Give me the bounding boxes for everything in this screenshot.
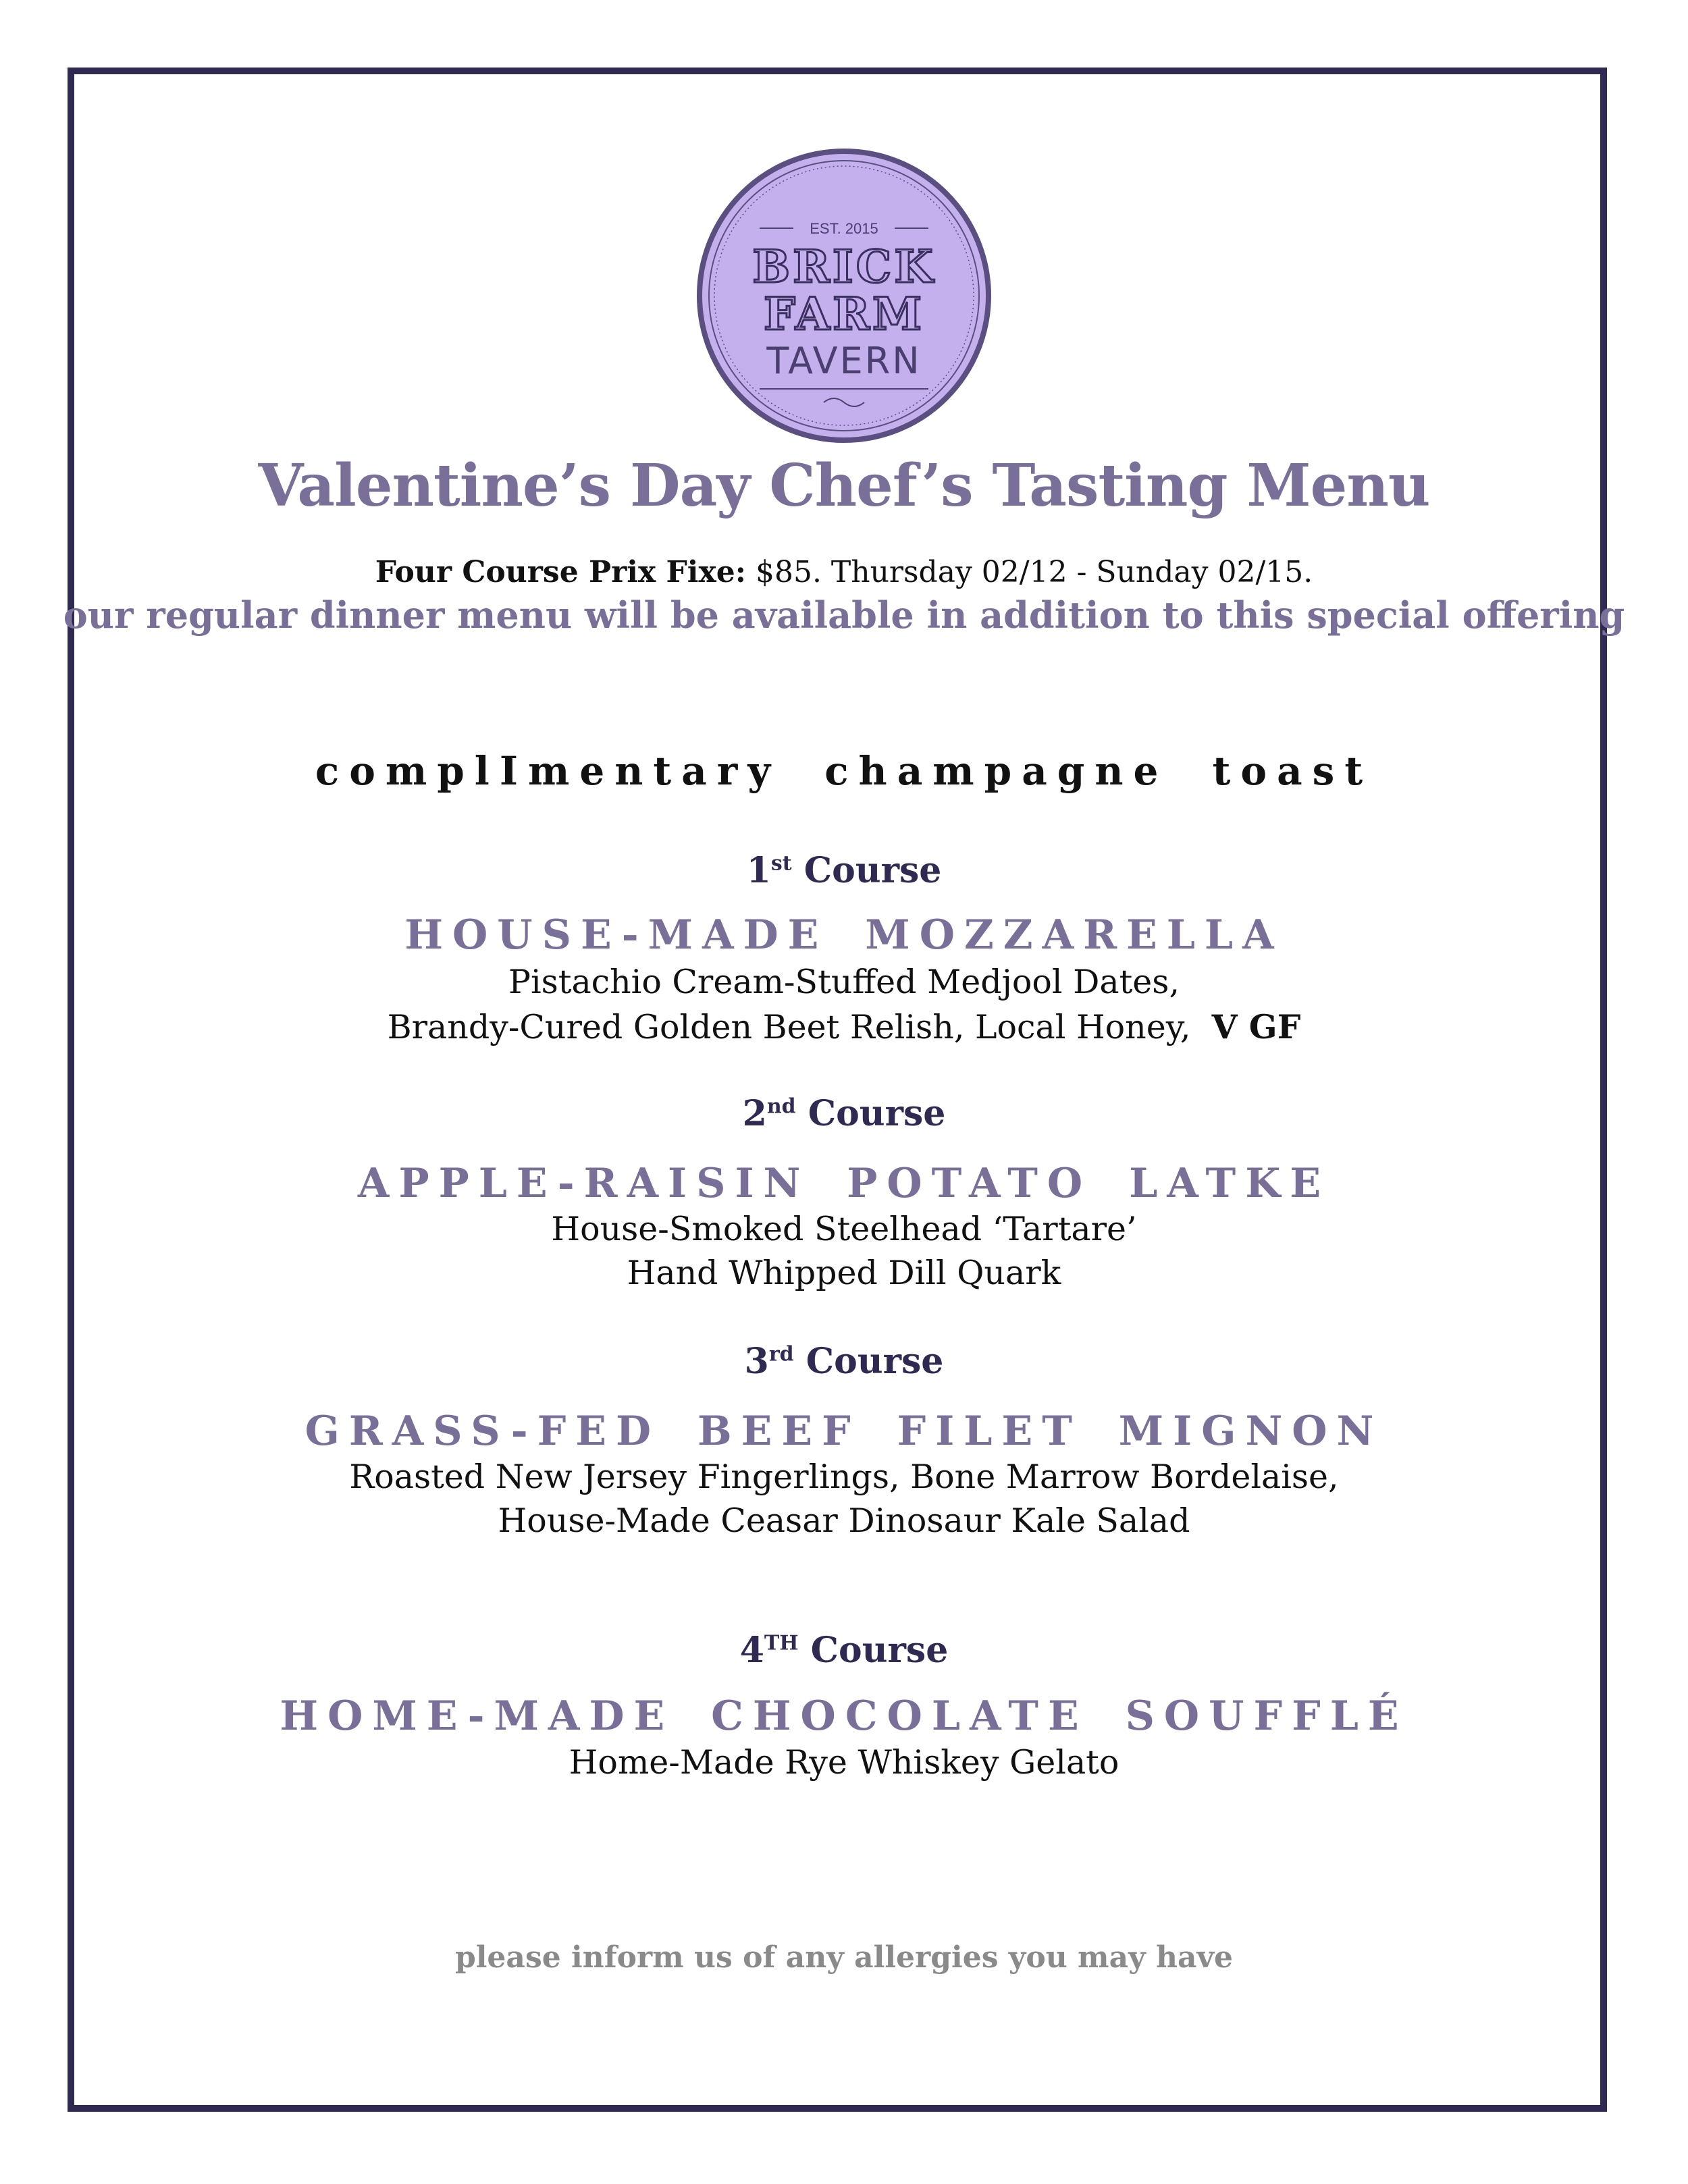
- course-4-label: [0, 1627, 1688, 1674]
- course-number: 3: [744, 1341, 769, 1382]
- prix-fixe-line: [0, 552, 1688, 593]
- logo-farm-text: FARM: [763, 288, 925, 340]
- course-1-label: [0, 847, 1688, 895]
- course-number: 4: [739, 1630, 764, 1671]
- course-suffix: nd: [766, 1094, 796, 1119]
- menu-title: Valentine’s Day Chef’s Tasting Menu: [258, 452, 1430, 520]
- course-1-description-2: [0, 1005, 1688, 1050]
- logo-brick-text: BRICK: [752, 240, 936, 293]
- regular-menu-note: our regular dinner menu will be available in addition to this special offering: [63, 593, 1625, 637]
- course-word: Course: [795, 1093, 946, 1134]
- course-3-dish: GRASS-FED BEEF FILET MIGNON: [305, 1408, 1383, 1455]
- course-2-description-1: House-Smoked Steelhead ‘Tartare’: [551, 1210, 1137, 1248]
- course-3-description-2: House-Made Ceasar Dinosaur Kale Salad: [498, 1501, 1190, 1540]
- course-word: Course: [791, 850, 942, 891]
- course-3-label: [0, 1338, 1688, 1385]
- course-3-description-1: Roasted New Jersey Fingerlings, Bone Marrow Bordelaise,: [349, 1458, 1339, 1496]
- brick-farm-tavern-logo: [695, 147, 993, 444]
- champagne-toast-heading: complImentary champagne toast: [315, 748, 1373, 794]
- course-suffix: st: [770, 851, 792, 876]
- course-1-description-1: Pistachio Cream-Stuffed Medjool Dates,: [508, 963, 1180, 1001]
- course-2-description-2: Hand Whipped Dill Quark: [627, 1254, 1061, 1292]
- course-4-dish: HOME-MADE CHOCOLATE SOUFFLÉ: [280, 1693, 1408, 1740]
- prix-fixe-detail: $85. Thursday 02/12 - Sunday 02/15.: [745, 555, 1313, 589]
- course-4-description-1: Home-Made Rye Whiskey Gelato: [569, 1743, 1119, 1782]
- course-word: Course: [793, 1341, 944, 1382]
- prix-fixe-label: Four Course Prix Fixe:: [375, 555, 746, 589]
- logo-est-text: EST. 2015: [810, 220, 878, 237]
- course-suffix: TH: [764, 1631, 799, 1655]
- course-word: Course: [798, 1630, 949, 1671]
- course-number: 1: [746, 850, 771, 891]
- course-2-label: [0, 1090, 1688, 1138]
- course-1-description-2-text: Brandy-Cured Golden Beet Relish, Local Honey,: [387, 1008, 1191, 1046]
- allergy-note: please inform us of any allergies you may have: [454, 1940, 1234, 1975]
- logo-tavern-text: TAVERN: [766, 340, 922, 382]
- course-2-dish: APPLE-RAISIN POTATO LATKE: [357, 1160, 1331, 1207]
- course-suffix: rd: [768, 1342, 794, 1366]
- course-1-dish: HOUSE-MADE MOZZARELLA: [404, 911, 1284, 959]
- course-number: 2: [742, 1093, 767, 1134]
- dietary-tags: V GF: [1211, 1007, 1301, 1046]
